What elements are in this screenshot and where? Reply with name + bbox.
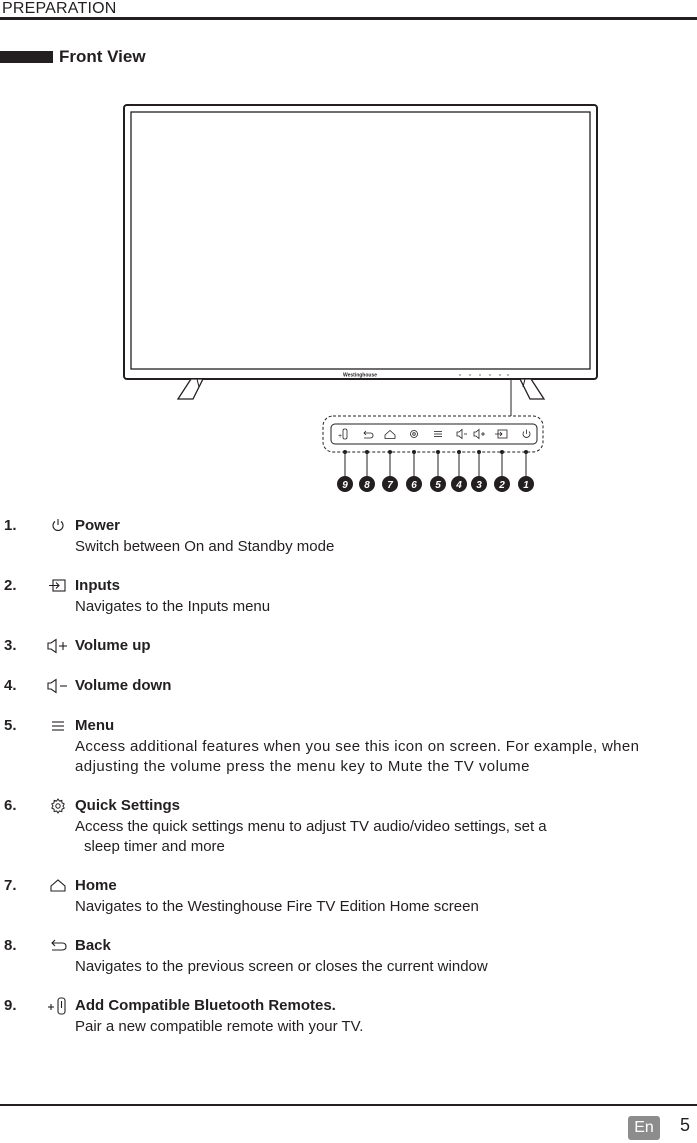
menu-icon [46, 717, 70, 735]
item-number: 9. [4, 997, 17, 1014]
section-title: Front View [59, 47, 146, 66]
item-description: Access the quick settings menu to adjust TV audio/video settings, set a sleep timer and more [75, 818, 547, 855]
item-title: Quick Settings [75, 797, 181, 814]
item-title: Home [75, 877, 117, 894]
language-badge: En [628, 1116, 660, 1140]
callout-label-8: 8 [364, 480, 370, 491]
left-stand [178, 379, 203, 399]
right-stand [520, 379, 544, 399]
page-header-title: PREPARATION [2, 0, 117, 17]
item-title: Volume down [75, 677, 172, 694]
callout-label-9: 9 [342, 480, 348, 491]
power-icon [46, 517, 70, 535]
item-number: 5. [4, 717, 17, 734]
home-icon [46, 877, 70, 895]
item-number: 2. [4, 577, 17, 594]
callout-label-1: 1 [523, 480, 529, 491]
item-number: 1. [4, 517, 17, 534]
item-number: 7. [4, 877, 17, 894]
input-icon [46, 577, 70, 595]
item-description: Switch between On and Standby mode [75, 538, 335, 555]
back-icon [46, 937, 70, 955]
callout-label-4: 4 [456, 480, 462, 491]
item-title: Back [75, 937, 111, 954]
tv-screen [131, 112, 590, 369]
item-title: Add Compatible Bluetooth Remotes. [75, 997, 336, 1014]
item-title: Power [75, 517, 121, 534]
svg-text:+: + [338, 433, 343, 440]
item-description: Navigates to the Inputs menu [75, 598, 271, 615]
item-title: Menu [75, 717, 115, 734]
item-number: 4. [4, 677, 17, 694]
callout-label-7: 7 [387, 480, 393, 491]
footer-rule [0, 1104, 697, 1106]
item-number: 6. [4, 797, 17, 814]
callout-label-5: 5 [435, 480, 441, 491]
item-number: 8. [4, 937, 17, 954]
item-title: Volume up [75, 637, 151, 654]
volume-up-icon [46, 637, 70, 655]
item-description: Navigates to the previous screen or closes the current window [75, 958, 488, 975]
item-description: Access additional features when you see this icon on screen. For example, when adjusting the volume press the menu key to Mute the TV volume [75, 738, 640, 775]
page-number: 5 [680, 1115, 691, 1135]
section-marker-bar [0, 51, 53, 63]
tv-brand-logo: Westinghouse [342, 372, 378, 379]
tv-front-view-diagram [0, 100, 697, 505]
item-description: Navigates to the Westinghouse Fire TV Edition Home screen [75, 898, 479, 915]
item-number: 3. [4, 637, 17, 654]
callout-label-2: 2 [499, 480, 505, 491]
callout-label-3: 3 [476, 480, 482, 491]
add-remote-icon [46, 997, 70, 1015]
gear-icon [46, 797, 70, 815]
volume-down-icon [46, 677, 70, 695]
callout-label-6: 6 [411, 480, 417, 491]
header-rule [0, 17, 697, 20]
item-description: Pair a new compatible remote with your TV. [75, 1018, 364, 1035]
item-title: Inputs [75, 577, 120, 594]
